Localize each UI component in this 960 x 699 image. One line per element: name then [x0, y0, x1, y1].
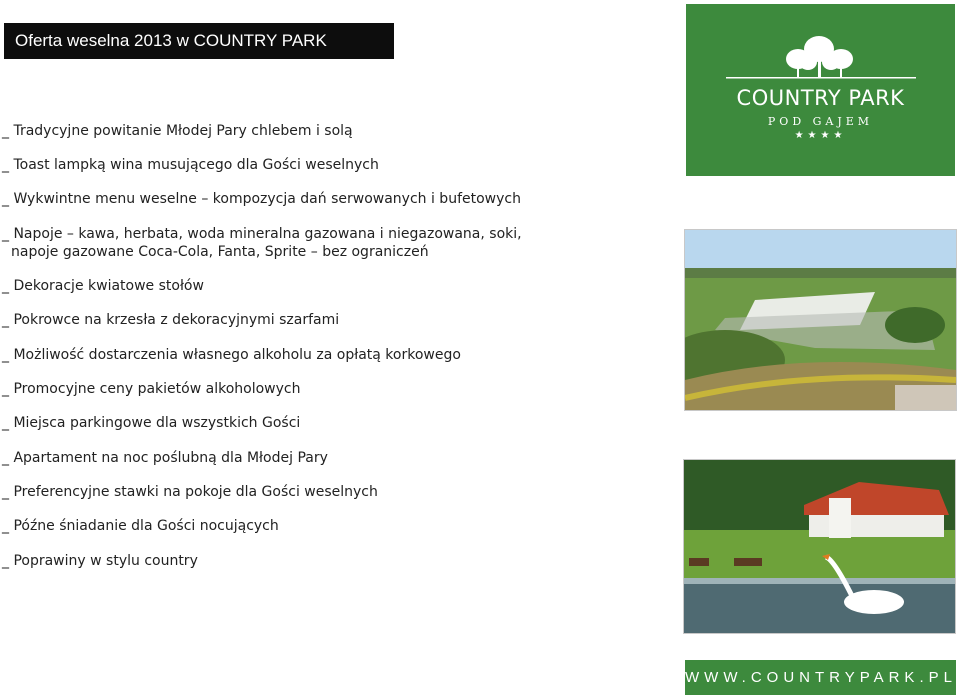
- website-link[interactable]: WWW.COUNTRYPARK.PL: [685, 660, 956, 695]
- list-item-text: Preferencyjne stawki na pokoje dla Gości weselnych: [13, 484, 378, 500]
- list-item: [2, 156, 602, 174]
- list-item-text: Dekoracje kwiatowe stołów: [13, 278, 204, 294]
- manor-swan-icon: [684, 460, 955, 633]
- country-park-logo: [686, 4, 955, 176]
- bullet-dash: _: [2, 553, 9, 569]
- bullet-dash: _: [2, 381, 9, 397]
- list-item: [2, 483, 602, 501]
- list-item: [2, 380, 602, 398]
- bullet-dash: _: [2, 123, 9, 139]
- page-title: Oferta weselna 2013 w COUNTRY PARK: [4, 23, 394, 59]
- list-item-text: Wykwintne menu weselne – kompozycja dań serwowanych i bufetowych: [13, 191, 521, 207]
- list-item-text: Możliwość dostarczenia własnego alkoholu za opłatą korkowego: [13, 347, 461, 363]
- bullet-dash: _: [2, 347, 9, 363]
- list-item-text: Późne śniadanie dla Gości nocujących: [13, 518, 279, 534]
- list-item-text: Promocyjne ceny pakietów alkoholowych: [13, 381, 301, 397]
- logo-subtitle: POD GAJEM: [767, 115, 874, 128]
- list-item-text: Pokrowce na krzesła z dekoracyjnymi szarfami: [13, 312, 340, 328]
- list-item: [2, 552, 602, 570]
- list-item: [2, 346, 602, 364]
- list-item: [2, 122, 602, 140]
- bullet-dash: _: [2, 415, 9, 431]
- logo-stars: ★★★★: [794, 130, 847, 141]
- bullet-dash: _: [2, 450, 9, 466]
- list-item-continuation: napoje gazowane Coca-Cola, Fanta, Sprite – bez ograniczeń: [11, 244, 429, 260]
- list-item-text: Napoje – kawa, herbata, woda mineralna gazowana i niegazowana, soki,: [13, 226, 522, 242]
- list-item: [2, 190, 602, 208]
- list-item: [2, 449, 602, 467]
- garden-photo: [684, 229, 957, 411]
- bullet-dash: _: [2, 312, 9, 328]
- logo-name: COUNTRY PARK: [736, 86, 905, 110]
- list-item: [2, 277, 602, 295]
- list-item-text: Tradycyjne powitanie Młodej Pary chlebem i solą: [13, 123, 353, 139]
- list-item: [2, 311, 602, 329]
- list-item: [2, 414, 602, 432]
- bullet-dash: _: [2, 278, 9, 294]
- bullet-dash: _: [2, 157, 9, 173]
- landscape-icon: [685, 230, 956, 410]
- bullet-dash: _: [2, 518, 9, 534]
- list-item: [2, 225, 602, 261]
- bullet-dash: _: [2, 191, 9, 207]
- bullet-dash: _: [2, 226, 9, 242]
- list-item-text: Poprawiny w stylu country: [13, 553, 198, 569]
- list-item: [2, 517, 602, 535]
- list-item-text: Toast lampką wina musującego dla Gości weselnych: [13, 157, 379, 173]
- list-item-text: Apartament na noc poślubną dla Młodej Pary: [13, 450, 328, 466]
- manor-photo: [683, 459, 956, 634]
- bullet-dash: _: [2, 484, 9, 500]
- list-item-text: Miejsca parkingowe dla wszystkich Gości: [13, 415, 301, 431]
